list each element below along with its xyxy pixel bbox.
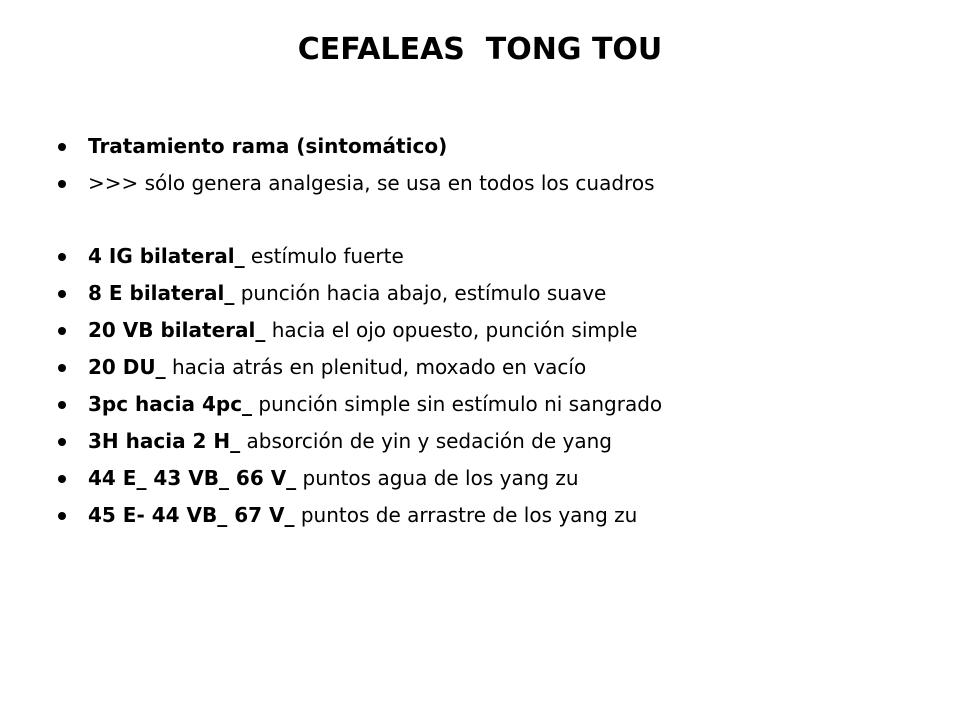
- bullet-text: >>> sólo genera analgesia, se usa en todos los cuadros: [88, 171, 655, 195]
- bullet-item-point-3: [56, 312, 936, 349]
- bullet-bold-text: 3H hacia 2 H_: [88, 429, 241, 453]
- bullet-bold-text: 45 E- 44 VB_ 67 V_: [88, 503, 295, 527]
- bullet-item-point-8: [56, 497, 936, 534]
- bullet-text: puntos de arrastre de los yang zu: [294, 503, 638, 527]
- bullet-item-point-7: [56, 460, 936, 497]
- bullet-dot-icon: [58, 180, 66, 188]
- bullet-dot-icon: [58, 253, 66, 261]
- bullet-dot-icon: [58, 512, 66, 520]
- bullet-text: punción simple sin estímulo ni sangrado: [252, 392, 663, 416]
- bullet-bold-text: 8 E bilateral_: [88, 281, 235, 305]
- bullet-dot-icon: [58, 475, 66, 483]
- bullet-text: puntos agua de los yang zu: [296, 466, 579, 490]
- bullet-dot-icon: [58, 438, 66, 446]
- bullet-item-point-6: [56, 423, 936, 460]
- bullet-bold-text: 4 IG bilateral_: [88, 244, 245, 268]
- bullet-bold-text: Tratamiento rama (sintomático): [88, 134, 448, 158]
- bullet-dot-icon: [58, 143, 66, 151]
- bullet-dot-icon: [58, 401, 66, 409]
- bullet-bold-text: 3pc hacia 4pc_: [88, 392, 253, 416]
- bullet-bold-text: 20 VB bilateral_: [88, 318, 266, 342]
- bullet-dot-icon: [58, 364, 66, 372]
- slide-title: CEFALEAS TONG TOU: [297, 32, 663, 67]
- bullet-item-point-1: [56, 238, 936, 275]
- bullet-dot-icon: [58, 327, 66, 335]
- bullet-bold-text: 20 DU_: [88, 355, 166, 379]
- bullet-item-intro-2: [56, 165, 936, 202]
- bullet-dot-icon: [58, 290, 66, 298]
- bullet-item-point-2: [56, 275, 936, 312]
- bullet-bold-text: 44 E_ 43 VB_ 66 V_: [88, 466, 297, 490]
- bullet-text: hacia atrás en plenitud, moxado en vacío: [165, 355, 587, 379]
- bullet-text: punción hacia abajo, estímulo suave: [234, 281, 607, 305]
- bullet-list: [56, 128, 936, 534]
- bullet-text: hacia el ojo opuesto, punción simple: [265, 318, 638, 342]
- bullet-item-point-5: [56, 386, 936, 423]
- bullet-text: estímulo fuerte: [244, 244, 404, 268]
- bullet-item-point-4: [56, 349, 936, 386]
- bullet-item-intro-1: [56, 128, 936, 165]
- bullet-text: absorción de yin y sedación de yang: [240, 429, 613, 453]
